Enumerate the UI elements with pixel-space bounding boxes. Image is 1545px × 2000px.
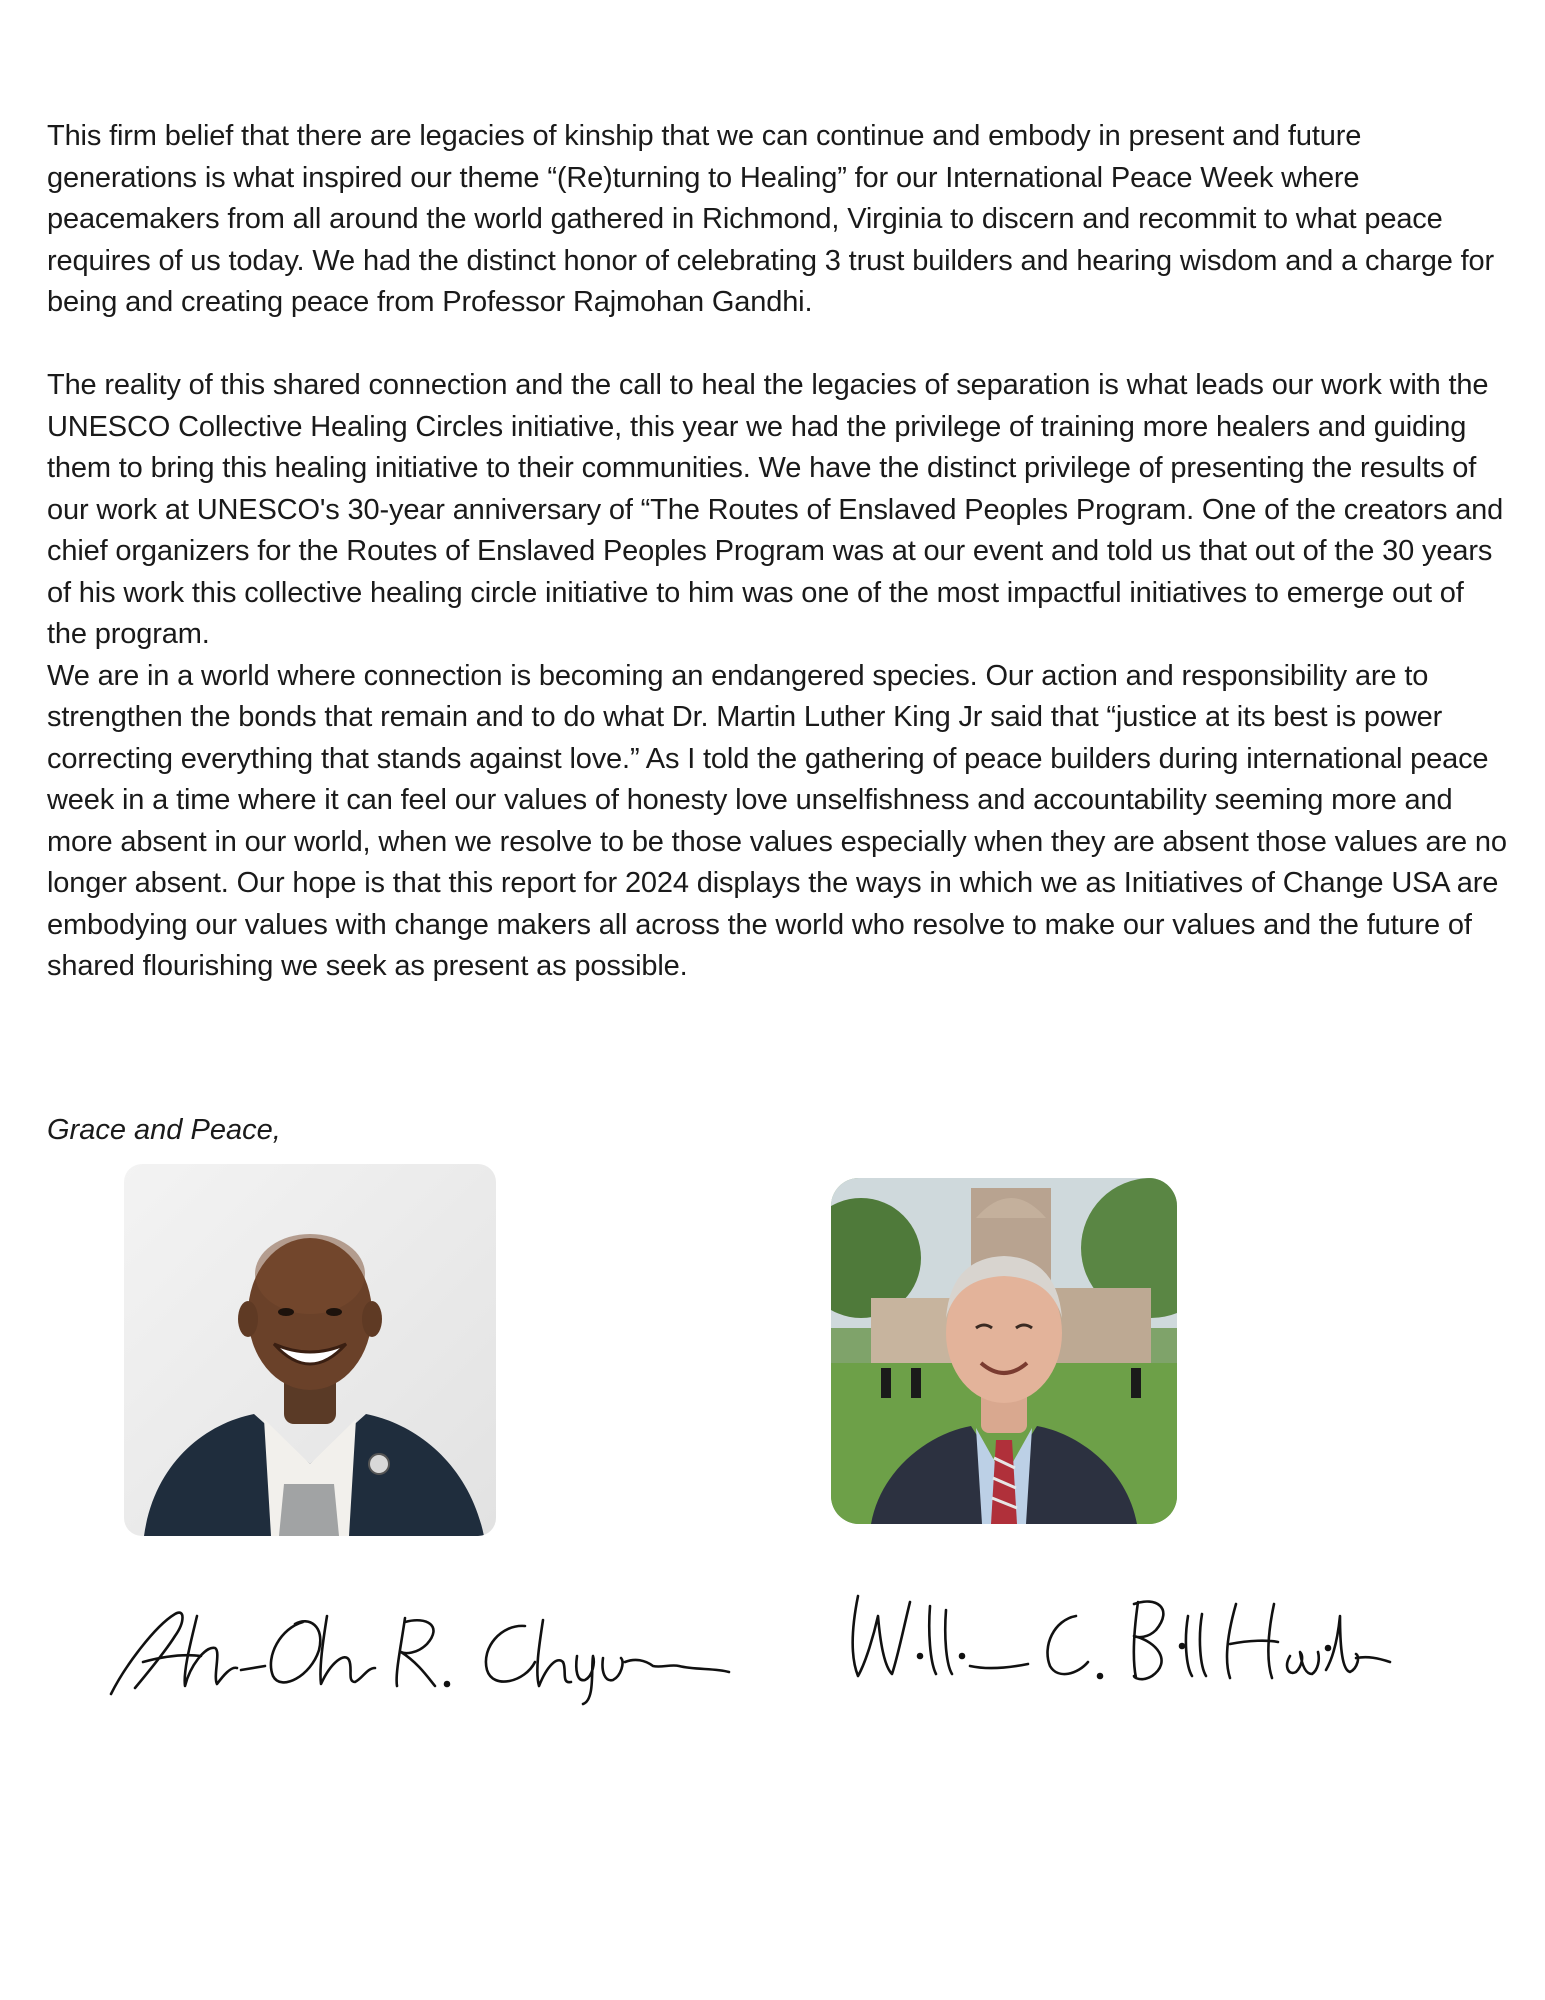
handwritten-signature-icon — [105, 1596, 735, 1706]
signatory-2-signature — [838, 1586, 1398, 1696]
handwritten-signature-icon — [838, 1586, 1398, 1696]
portrait-photo-icon — [124, 1164, 496, 1536]
letter-paragraph-2: The reality of this shared connection and the call to heal the legacies of separation is what leads our work with the UNESCO Collective Healing Circles initiative, this year we had the privilege of training more healers and guiding them to bring this healing initiative to their communities. We have the distinct privilege of presenting the results of our work at UNESCO's 30-year anniversary of “The Routes of Enslaved Peoples Program. One of the creators and chief organizers for the Routes of Enslaved Peoples Program was at our event and told us that out of the 30 years of his work this collective healing circle initiative to him was one of the most impactful initiatives to emerge out of the program. — [47, 369, 1504, 650]
portrait-photo-icon — [831, 1178, 1177, 1524]
signatory-1-photo — [124, 1164, 496, 1536]
letter-paragraph-3: We are in a world where connection is becoming an endangered species. Our action and responsibility are to strengthen the bonds that remain and to do what Dr. Martin Luther King Jr said that “justice at its best is power correcting everything that stands against love.” As I told the gathering of peace builders during international peace week in a time where it can feel our values of honesty love unselfishness and accountability seeming more and more absent in our world, when we resolve to be those values especially when they are absent those values are no longer absent. Our hope is that this report for 2024 displays the ways in which we as Initiatives of Change USA are embodying our values with change makers all across the world who resolve to make our values and the future of shared flourishing we seek as present as possible. — [47, 659, 1507, 982]
letter-body — [47, 116, 1507, 988]
paragraph-spacer — [47, 324, 1507, 366]
signatory-1-signature — [105, 1596, 735, 1706]
signatory-2-photo — [831, 1178, 1177, 1524]
letter-closing: Grace and Peace, — [47, 1114, 281, 1146]
letter-paragraph-1: This firm belief that there are legacies of kinship that we can continue and embody in present and future generations is what inspired our theme “(Re)turning to Healing” for our International Peace Week where peacemakers from all around the world gathered in Richmond, Virginia to discern and recommit to what peace requires of us today. We had the distinct honor of celebrating 3 trust builders and hearing wisdom and a charge for being and creating peace from Professor Rajmohan Gandhi. — [47, 120, 1495, 318]
